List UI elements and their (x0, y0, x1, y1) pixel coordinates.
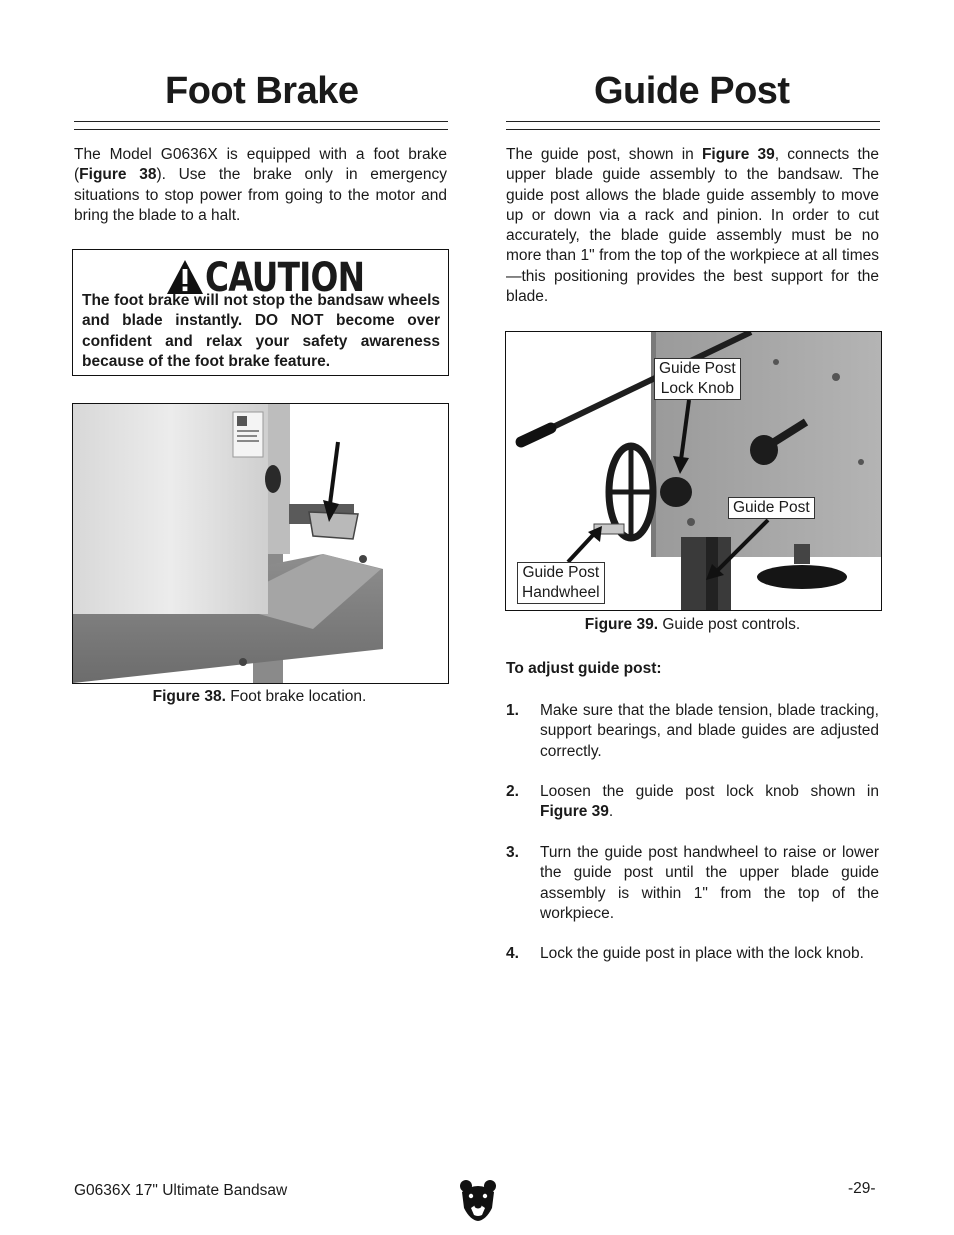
footer-model: G0636X 17" Ultimate Bandsaw (74, 1182, 288, 1199)
figure-39-caption: Figure 39. Guide post controls. (584, 616, 801, 633)
footer-page-number: -29- (848, 1180, 876, 1197)
title-rule (506, 129, 880, 130)
guide-post-intro: The guide post, shown in Figure 39, connects the upper blade guide assembly to the bandsaw. The guide post allows the blade guide assembly to move up or down via a rack and pinion. In order to cut accurately, the blade guide assembly must be no more than 1" from the top of the workpiece at all times—this positioning provides the best support for the blade. (506, 146, 879, 306)
figure-39-photo (505, 331, 882, 611)
foot-brake-intro: The Model G0636X is equipped with a foot brake (Figure 38). Use the brake only in emergency situations to stop power from going to the motor and bring the blade to a halt. (74, 146, 447, 224)
step-4: 4. Lock the guide post in place with the lock knob. (506, 945, 864, 962)
guide-post-title: Guide Post (594, 70, 790, 112)
caution-text: The foot brake will not stop the bandsaw wheels and blade instantly. DO NOT become over confident and relax your safety awareness because of the foot brake feature. (82, 292, 440, 370)
foot-brake-title: Foot Brake (165, 70, 359, 112)
figure-reference: Figure 38 (79, 166, 157, 184)
title-rule (74, 121, 448, 122)
title-rule (506, 121, 880, 122)
caution-heading: CAUTION (205, 255, 365, 301)
figure-reference: Figure 39 (701, 146, 775, 163)
figure-38-caption: Figure 38. Foot brake location. (152, 688, 367, 705)
figure-reference: Figure 39 (540, 803, 609, 821)
step-2: 2. Loosen the guide post lock knob shown in Figure 39. (506, 783, 879, 821)
procedure-heading: To adjust guide post: (506, 660, 662, 677)
step-1: 1. Make sure that the blade tension, blade tracking, support bearings, and blade guides are adjusted correctly. (506, 702, 879, 760)
caution-box (72, 249, 449, 376)
title-rule (74, 129, 448, 130)
bear-logo-icon (458, 1178, 498, 1222)
step-3: 3. Turn the guide post handwheel to raise or lower the guide post until the upper blade guide assembly is within 1" from the top of the workpiece. (506, 844, 879, 922)
callout-guide-post: Guide Post (728, 497, 815, 519)
callout-lock-knob: Guide Post Lock Knob (654, 358, 741, 400)
callout-handwheel: Guide Post Handwheel (517, 562, 605, 604)
figure-38-photo (72, 403, 449, 684)
